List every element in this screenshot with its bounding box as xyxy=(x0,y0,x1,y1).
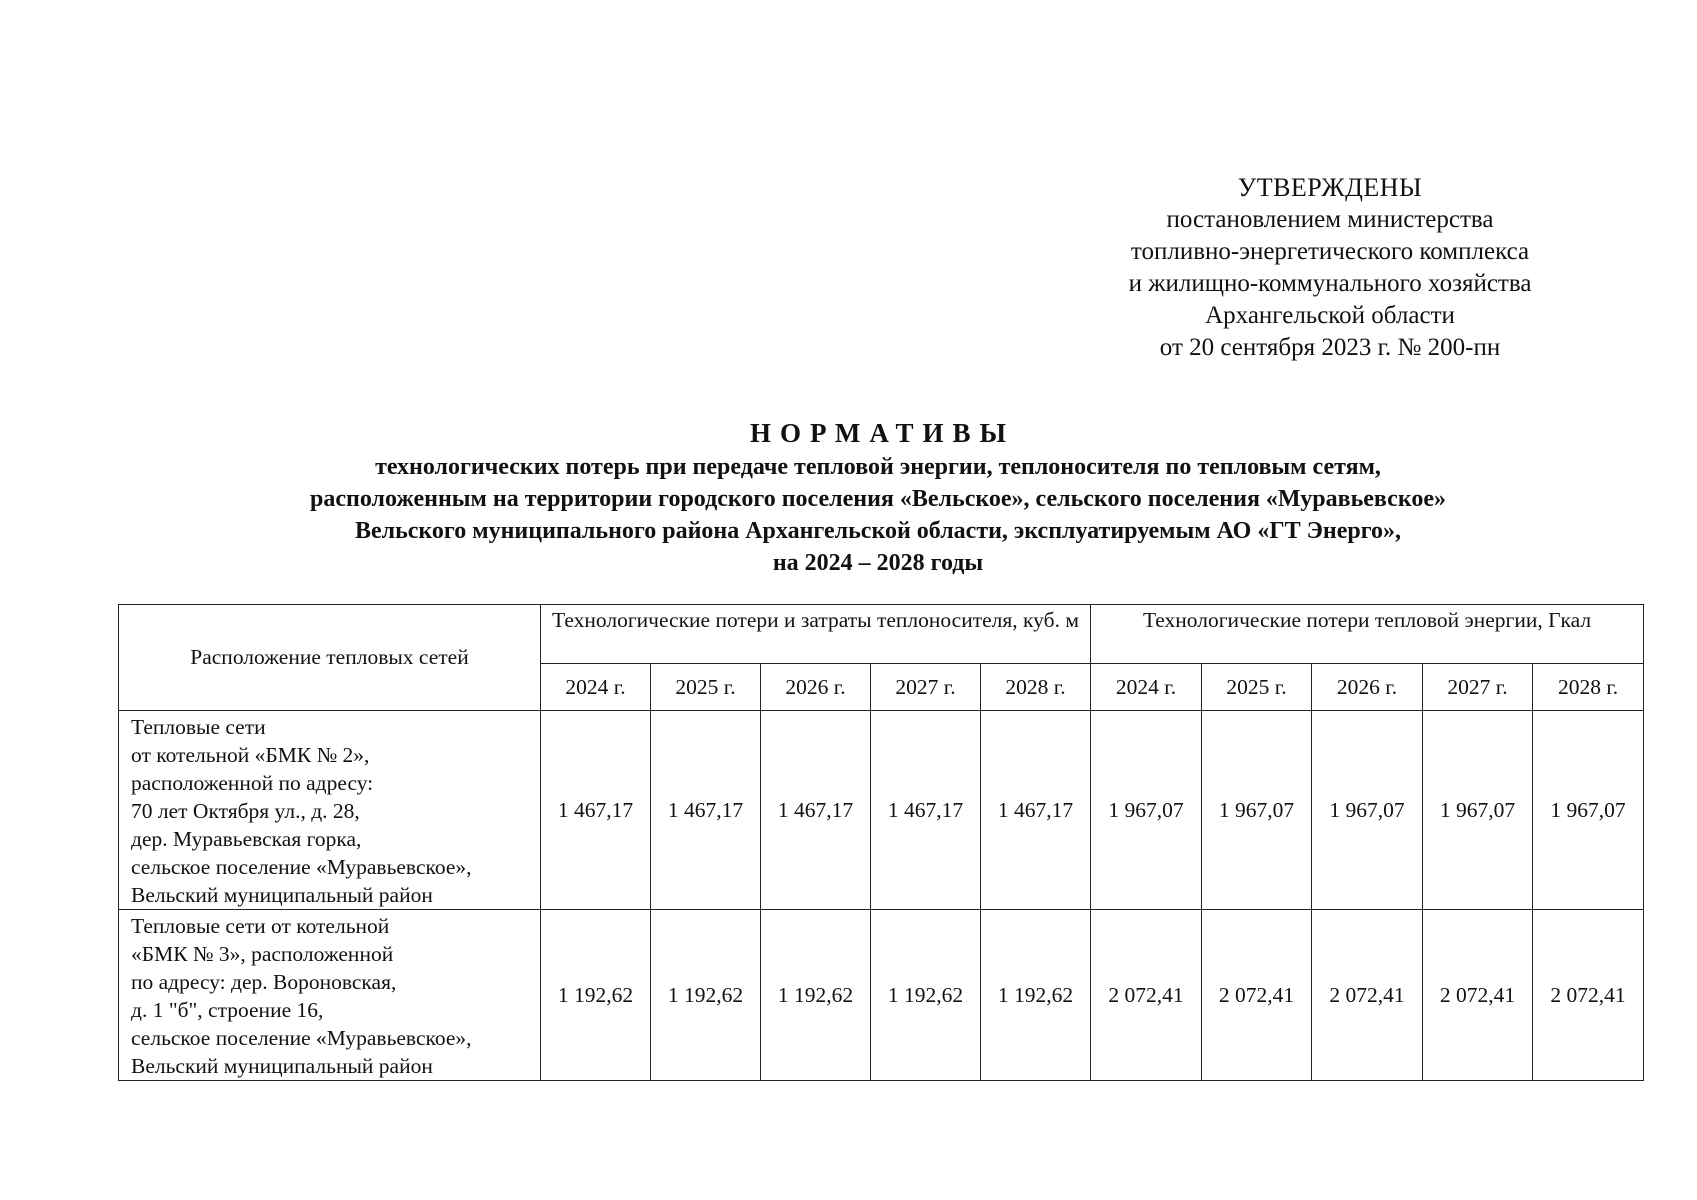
heading-line: расположенным на территории городского поселения «Вельское», сельского поселения «Муравьевское» xyxy=(310,486,1446,512)
year-header: 2026 г. xyxy=(1312,664,1423,711)
approval-line: и жилищно-коммунального хозяйства xyxy=(1128,270,1532,297)
value-cell: 2 072,41 xyxy=(1091,910,1202,1081)
coolant-losses-header: Технологические потери и затраты теплоносителя, куб. м xyxy=(541,605,1091,664)
location-cell: Тепловые сети от котельной «БМК № 2», расположенной по адресу: 70 лет Октября ул., д. 28, дер. Муравьевская горка, сельское поселение «Муравьевское», Вельский муниципальный район xyxy=(119,711,541,910)
heading-line: Вельского муниципального района Архангельской области, эксплуатируемым АО «ГТ Энерго», xyxy=(354,518,1402,544)
value-cell: 1 192,62 xyxy=(871,910,981,1081)
heat-losses-header: Технологические потери тепловой энергии, Гкал xyxy=(1091,605,1644,664)
value-cell: 1 192,62 xyxy=(541,910,651,1081)
value-cell: 2 072,41 xyxy=(1202,910,1312,1081)
location-header: Расположение тепловых сетей xyxy=(119,605,541,711)
value-cell: 2 072,41 xyxy=(1312,910,1423,1081)
value-cell: 1 967,07 xyxy=(1202,711,1312,910)
year-header: 2024 г. xyxy=(1091,664,1202,711)
value-cell: 1 467,17 xyxy=(871,711,981,910)
value-cell: 1 967,07 xyxy=(1533,711,1644,910)
table-row xyxy=(119,910,1644,1081)
year-header: 2027 г. xyxy=(1423,664,1533,711)
value-cell: 1 467,17 xyxy=(541,711,651,910)
year-header: 2024 г. xyxy=(541,664,651,711)
value-cell: 1 967,07 xyxy=(1423,711,1533,910)
value-cell: 1 467,17 xyxy=(761,711,871,910)
year-header: 2025 г. xyxy=(651,664,761,711)
heading-line: технологических потерь при передаче тепловой энергии, теплоносителя по тепловым сетям, xyxy=(375,454,1381,480)
value-cell: 1 467,17 xyxy=(981,711,1091,910)
approval-line: топливно-энергетического комплекса xyxy=(1130,238,1530,265)
value-cell: 2 072,41 xyxy=(1533,910,1644,1081)
table-row xyxy=(119,711,1644,910)
value-cell: 1 192,62 xyxy=(651,910,761,1081)
year-header: 2026 г. xyxy=(761,664,871,711)
approval-line: от 20 сентября 2023 г. № 200-пн xyxy=(1159,334,1501,361)
approval-title: УТВЕРЖДЕНЫ xyxy=(1237,173,1423,202)
approval-line: постановлением министерства xyxy=(1166,206,1494,233)
value-cell: 1 967,07 xyxy=(1312,711,1423,910)
year-header: 2025 г. xyxy=(1202,664,1312,711)
value-cell: 1 967,07 xyxy=(1091,711,1202,910)
year-header: 2027 г. xyxy=(871,664,981,711)
value-cell: 1 467,17 xyxy=(651,711,761,910)
year-header: 2028 г. xyxy=(1533,664,1644,711)
value-cell: 2 072,41 xyxy=(1423,910,1533,1081)
location-cell: Тепловые сети от котельной «БМК № 3», расположенной по адресу: дер. Вороновская, д. 1 "б", строение 16, сельское поселение «Муравьевское», Вельский муниципальный район xyxy=(119,910,541,1081)
year-header: 2028 г. xyxy=(981,664,1091,711)
value-cell: 1 192,62 xyxy=(981,910,1091,1081)
approval-block xyxy=(1060,172,1600,364)
table-header-row xyxy=(119,605,1644,664)
document-heading xyxy=(118,415,1638,579)
heading-line: на 2024 – 2028 годы xyxy=(772,550,984,576)
approval-line: Архангельской области xyxy=(1205,302,1455,329)
value-cell: 1 192,62 xyxy=(761,910,871,1081)
document-title: НОРМАТИВЫ xyxy=(749,418,1016,448)
norms-table xyxy=(118,604,1644,1081)
